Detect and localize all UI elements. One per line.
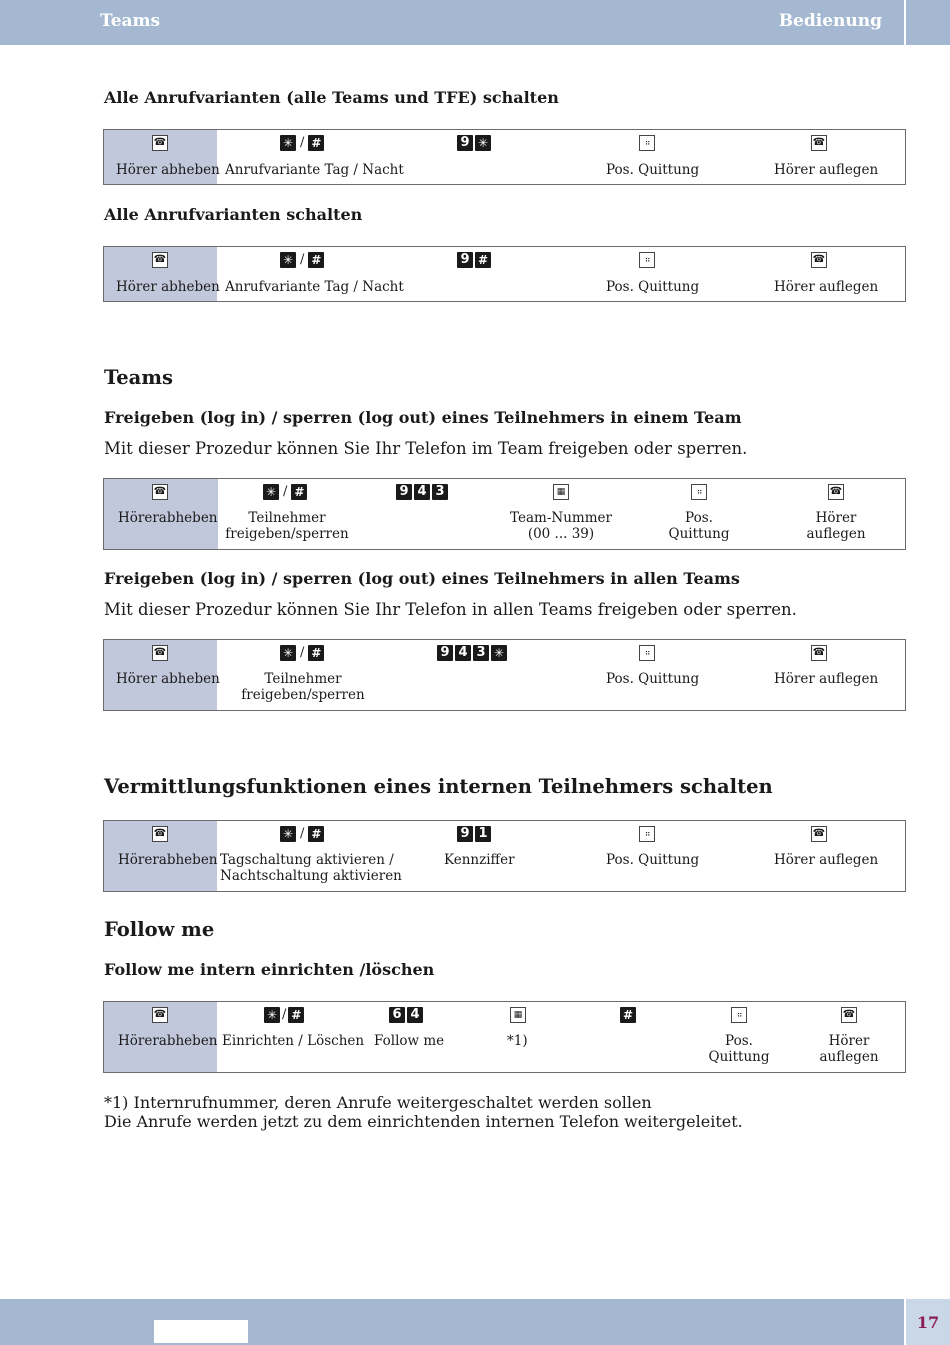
label-offhook: Hörer abheben xyxy=(116,279,220,295)
footnote-forwarding-info: Die Anrufe werden jetzt zu dem einrichtenden internen Telefon weitergeleitet. xyxy=(104,1112,743,1131)
label-offhook: Hörer abheben xyxy=(116,671,220,687)
offhook-icon: ☎ xyxy=(152,645,168,661)
label-day-night: Anrufvariante Tag / Nacht xyxy=(225,162,404,178)
offhook-icon: ☎ xyxy=(152,252,168,268)
label-night-mode: Nachtschaltung aktivieren xyxy=(220,868,402,884)
slash-separator: / xyxy=(300,826,305,841)
slash-separator: / xyxy=(300,645,305,660)
section-title-all-teams-login: Freigeben (log in) / sperren (log out) eines Teilnehmers in allen Teams xyxy=(104,569,740,588)
label-day-mode: Tagschaltung aktivieren / xyxy=(220,852,394,868)
offhook-icon: ☎ xyxy=(152,135,168,151)
label-enable-disable: freigeben/sperren xyxy=(225,526,349,542)
label-pos: Pos. xyxy=(685,510,713,526)
slash-separator: / xyxy=(282,1007,287,1022)
slash-separator: / xyxy=(300,252,305,267)
hash-key-icon: # xyxy=(308,135,324,151)
team-login-description: Mit dieser Prozedur können Sie Ihr Telefon im Team freigeben oder sperren. xyxy=(104,439,748,458)
label-onhook: Hörer auflegen xyxy=(774,279,879,295)
label-offhook: Hörerabheben xyxy=(118,510,218,526)
label-pos: Pos. xyxy=(725,1033,753,1049)
onhook-icon: ☎ xyxy=(811,645,827,661)
key-3-icon: 3 xyxy=(432,484,448,500)
key-4-icon: 4 xyxy=(414,484,430,500)
star-key-icon: ✳ xyxy=(264,1007,280,1023)
ack-tone-icon: ⠶ xyxy=(639,826,655,842)
label-code: Kennziffer xyxy=(444,852,515,868)
procedure-all-variants xyxy=(103,246,906,302)
header-chapter: Teams xyxy=(100,11,161,31)
onhook-icon: ☎ xyxy=(811,252,827,268)
label-offhook: Hörerabheben xyxy=(118,852,218,868)
ack-tone-icon: ⠶ xyxy=(691,484,707,500)
key-9-icon: 9 xyxy=(457,252,473,268)
label-enable-disable: freigeben/sperren xyxy=(241,687,365,703)
label-hoerer: Hörer xyxy=(815,510,857,526)
hash-key-icon: # xyxy=(620,1007,636,1023)
label-pos-ack: Pos. Quittung xyxy=(606,162,700,178)
page-number: 17 xyxy=(916,1313,940,1332)
key-9-icon: 9 xyxy=(457,826,473,842)
heading-switching-functions: Vermittlungsfunktionen eines internen Teilnehmers schalten xyxy=(104,775,773,798)
label-setup-delete: Einrichten / Löschen xyxy=(222,1033,365,1049)
star-key-icon: ✳ xyxy=(280,645,296,661)
footer-corner xyxy=(906,1299,950,1345)
offhook-icon: ☎ xyxy=(152,826,168,842)
star-key-icon: ✳ xyxy=(475,135,491,151)
label-auflegen: auflegen xyxy=(819,1049,879,1065)
key-9-icon: 9 xyxy=(437,645,453,661)
ack-tone-icon: ⠶ xyxy=(731,1007,747,1023)
label-pos-ack: Pos. Quittung xyxy=(606,852,700,868)
key-9-icon: 9 xyxy=(396,484,412,500)
label-pos-ack: Pos. Quittung xyxy=(606,279,700,295)
page-footer xyxy=(0,1299,904,1345)
onhook-icon: ☎ xyxy=(811,826,827,842)
label-pos-ack: Pos. Quittung xyxy=(606,671,700,687)
ack-tone-icon: ⠶ xyxy=(639,135,655,151)
slash-separator: / xyxy=(283,484,288,499)
offhook-icon: ☎ xyxy=(152,1007,168,1023)
offhook-icon: ☎ xyxy=(152,484,168,500)
procedure-switching-functions xyxy=(103,820,906,892)
slash-separator: / xyxy=(300,135,305,150)
header-corner xyxy=(906,0,950,45)
label-day-night: Anrufvariante Tag / Nacht xyxy=(225,279,404,295)
label-team-range: (00 ... 39) xyxy=(527,526,595,542)
footer-white-block xyxy=(154,1320,248,1343)
section-title-follow-me-setup: Follow me intern einrichten /löschen xyxy=(104,960,435,979)
label-quittung: Quittung xyxy=(708,1049,770,1065)
label-participant: Teilnehmer xyxy=(264,671,342,687)
header-section: Bedienung xyxy=(778,11,882,31)
procedure-team-login xyxy=(103,478,906,550)
key-3-icon: 3 xyxy=(473,645,489,661)
key-4-icon: 4 xyxy=(455,645,471,661)
ack-tone-icon: ⠶ xyxy=(639,645,655,661)
section-title-all-variants-teams: Alle Anrufvarianten (alle Teams und TFE) schalten xyxy=(104,88,559,107)
label-team-number: Team-Nummer xyxy=(510,510,612,526)
page-header xyxy=(0,0,904,45)
keypad-icon: ▦ xyxy=(553,484,569,500)
hash-key-icon: # xyxy=(288,1007,304,1023)
keypad-icon: ▦ xyxy=(510,1007,526,1023)
section-title-team-login: Freigeben (log in) / sperren (log out) eines Teilnehmers in einem Team xyxy=(104,408,742,427)
key-1-icon: 1 xyxy=(475,826,491,842)
section-title-all-variants: Alle Anrufvarianten schalten xyxy=(104,205,363,224)
label-footnote-ref: *1) xyxy=(507,1033,528,1049)
key-4-icon: 4 xyxy=(407,1007,423,1023)
star-key-icon: ✳ xyxy=(280,826,296,842)
label-onhook: Hörer auflegen xyxy=(774,852,879,868)
key-6-icon: 6 xyxy=(389,1007,405,1023)
label-onhook: Hörer auflegen xyxy=(774,162,879,178)
label-offhook: Hörerabheben xyxy=(118,1033,218,1049)
ack-tone-icon: ⠶ xyxy=(639,252,655,268)
heading-follow-me: Follow me xyxy=(104,918,215,941)
hash-key-icon: # xyxy=(308,826,324,842)
label-hoerer: Hörer xyxy=(828,1033,870,1049)
onhook-icon: ☎ xyxy=(841,1007,857,1023)
label-auflegen: auflegen xyxy=(806,526,866,542)
procedure-follow-me xyxy=(103,1001,906,1073)
hash-key-icon: # xyxy=(308,252,324,268)
hash-key-icon: # xyxy=(475,252,491,268)
label-participant: Teilnehmer xyxy=(248,510,326,526)
all-teams-login-description: Mit dieser Prozedur können Sie Ihr Telefon in allen Teams freigeben oder sperren. xyxy=(104,600,797,619)
label-onhook: Hörer auflegen xyxy=(774,671,879,687)
onhook-icon: ☎ xyxy=(811,135,827,151)
procedure-all-variants-teams xyxy=(103,129,906,185)
onhook-icon: ☎ xyxy=(828,484,844,500)
label-follow-me: Follow me xyxy=(374,1033,445,1049)
star-key-icon: ✳ xyxy=(491,645,507,661)
star-key-icon: ✳ xyxy=(280,135,296,151)
hash-key-icon: # xyxy=(308,645,324,661)
footnote-internal-number: *1) Internrufnummer, deren Anrufe weitergeschaltet werden sollen xyxy=(104,1093,652,1112)
procedure-all-teams-login xyxy=(103,639,906,711)
label-offhook: Hörer abheben xyxy=(116,162,220,178)
star-key-icon: ✳ xyxy=(280,252,296,268)
key-9-icon: 9 xyxy=(457,135,473,151)
star-key-icon: ✳ xyxy=(263,484,279,500)
heading-teams: Teams xyxy=(104,366,173,389)
hash-key-icon: # xyxy=(291,484,307,500)
label-quittung: Quittung xyxy=(668,526,730,542)
